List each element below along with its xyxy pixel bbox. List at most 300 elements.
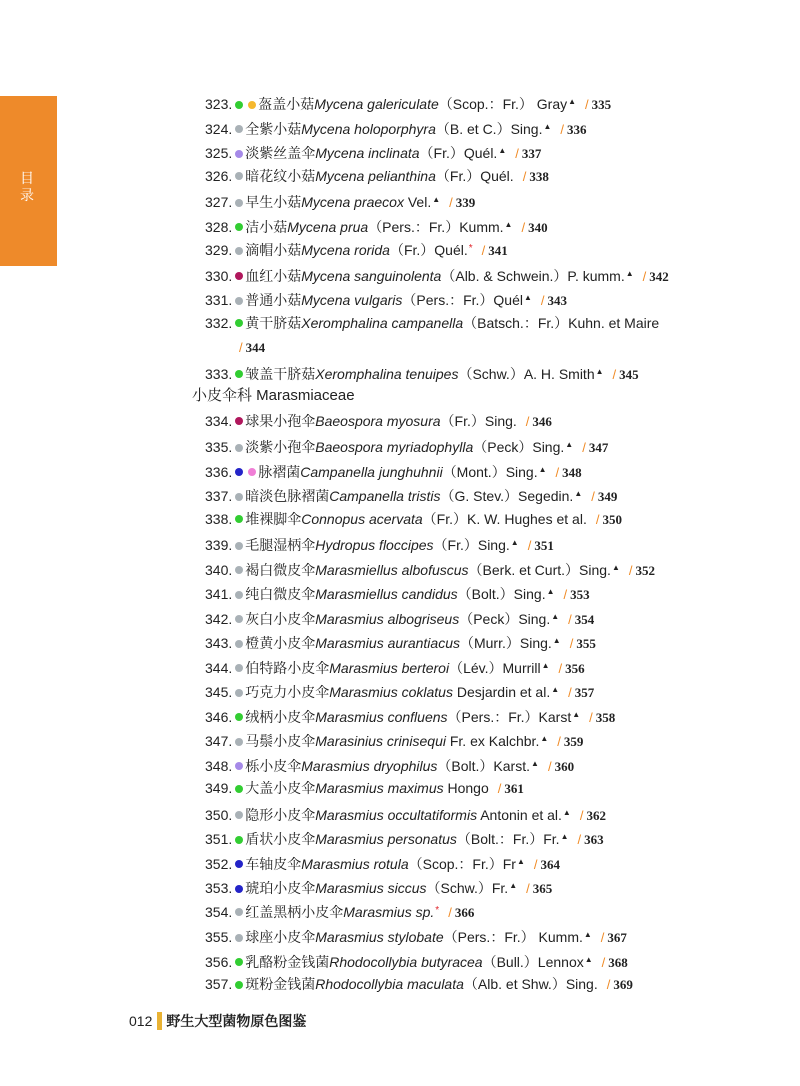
chinese-name: 斑粉金钱菌 bbox=[245, 976, 316, 992]
entry-page-number: 358 bbox=[595, 709, 616, 725]
author-citation: （Peck）Sing. bbox=[459, 610, 551, 627]
separator-slash: / bbox=[521, 219, 526, 235]
entry-page-number: 335 bbox=[591, 97, 612, 112]
separator-slash: / bbox=[449, 195, 453, 210]
author-citation: （Mont.）Sing. bbox=[442, 463, 538, 480]
entry-number: 353. bbox=[205, 880, 233, 896]
triangle-marker-icon: ▲ bbox=[540, 734, 549, 743]
entry-number: 354. bbox=[205, 903, 233, 920]
entry-number: 334. bbox=[205, 412, 233, 429]
entry-page-number: 350 bbox=[602, 511, 622, 527]
separator-slash: / bbox=[577, 832, 582, 847]
triangle-marker-icon: ▲ bbox=[546, 587, 555, 596]
separator-slash: / bbox=[628, 562, 633, 578]
legend-dot-violet bbox=[235, 150, 243, 158]
separator-slash: / bbox=[555, 464, 560, 480]
legend-dot-maroon bbox=[235, 272, 243, 280]
triangle-marker-icon: ▲ bbox=[551, 685, 560, 694]
footer-book-title: 野生大型菌物原色图鉴 bbox=[166, 1013, 307, 1029]
entry-number: 329. bbox=[205, 242, 233, 258]
triangle-marker-icon: ▲ bbox=[510, 538, 519, 547]
separator-slash: / bbox=[481, 243, 486, 258]
chinese-name: 淡紫小孢伞 bbox=[245, 439, 316, 455]
entry-page-number: 347 bbox=[588, 440, 609, 455]
scientific-name: Marasmius dryophilus bbox=[301, 757, 438, 774]
triangle-marker-icon: ▲ bbox=[584, 954, 593, 964]
chinese-name: 红盖黑柄小皮伞 bbox=[245, 903, 344, 920]
separator-slash: / bbox=[600, 930, 605, 945]
contents-entry bbox=[205, 264, 710, 284]
entry-number: 344. bbox=[205, 659, 233, 676]
legend-dot-gray bbox=[235, 493, 243, 501]
scientific-name: Marasmius sp. bbox=[343, 903, 435, 920]
contents-entry bbox=[205, 680, 710, 700]
scientific-name: Marasmius confluens bbox=[315, 708, 448, 725]
side-tab-label: 目录 bbox=[20, 170, 34, 203]
entry-page-number: 362 bbox=[586, 807, 606, 823]
entry-page-number: 337 bbox=[521, 146, 542, 161]
separator-slash: / bbox=[591, 489, 595, 504]
author-citation: （Schw.）Fr. bbox=[426, 880, 509, 896]
entry-page-number: 366 bbox=[454, 904, 475, 920]
separator-slash: / bbox=[448, 904, 452, 920]
chinese-name: 脉褶菌 bbox=[258, 463, 301, 480]
legend-dot-green bbox=[235, 981, 243, 989]
entry-page-number: 354 bbox=[574, 611, 595, 627]
contents-entry bbox=[205, 460, 710, 480]
entry-number: 340. bbox=[205, 561, 233, 578]
entry-page-number: 365 bbox=[532, 881, 553, 896]
chinese-name: 褐白微皮伞 bbox=[245, 561, 316, 578]
contents-entry bbox=[205, 435, 710, 455]
contents-entry bbox=[205, 925, 710, 945]
entry-number: 326. bbox=[205, 167, 233, 184]
author-citation: Hongo bbox=[443, 780, 489, 796]
scientific-name: Mycena praecox bbox=[301, 194, 404, 210]
scientific-name: Baeospora myosura bbox=[315, 412, 441, 429]
legend-dot-green bbox=[235, 836, 243, 844]
author-citation: （Alb. & Schwein.）P. kumm. bbox=[441, 267, 625, 284]
scientific-name: Campanella tristis bbox=[329, 488, 441, 504]
separator-slash: / bbox=[585, 97, 589, 112]
contents-entry bbox=[205, 582, 710, 602]
entry-number: 345. bbox=[205, 684, 233, 700]
triangle-marker-icon: ▲ bbox=[432, 195, 441, 204]
chinese-name: 伯特路小皮伞 bbox=[245, 659, 330, 676]
author-citation: （Berk. et Curt.）Sing. bbox=[468, 561, 611, 578]
triangle-marker-icon: ▲ bbox=[509, 881, 518, 890]
scientific-name: Rhodocollybia butyracea bbox=[329, 953, 483, 970]
chinese-name: 灰白小皮伞 bbox=[245, 610, 316, 627]
legend-dot-violet bbox=[235, 762, 243, 770]
chinese-name: 球果小孢伞 bbox=[245, 412, 316, 429]
chinese-name: 马鬃小皮伞 bbox=[245, 733, 316, 749]
contents-entry bbox=[205, 950, 710, 970]
author-citation: Antonin et al. bbox=[477, 806, 562, 823]
contents-entry bbox=[205, 509, 710, 529]
scientific-name: Baeospora myriadophylla bbox=[315, 439, 474, 455]
legend-dot-gray bbox=[235, 566, 243, 574]
entry-number: 328. bbox=[205, 218, 233, 235]
entry-number: 356. bbox=[205, 953, 233, 970]
scientific-name: Xeromphalina campanella bbox=[301, 314, 464, 331]
triangle-marker-icon: ▲ bbox=[611, 562, 620, 572]
contents-entry bbox=[205, 558, 710, 578]
entry-number: 330. bbox=[205, 267, 233, 284]
chinese-name: 盾状小皮伞 bbox=[245, 831, 316, 847]
legend-dot-gray bbox=[235, 199, 243, 207]
chinese-name: 琥珀小皮伞 bbox=[245, 880, 316, 896]
separator-slash: / bbox=[568, 611, 572, 627]
author-citation: （Fr.）Quél. bbox=[435, 167, 514, 184]
entry-page-number: 341 bbox=[488, 243, 508, 258]
entry-number: 346. bbox=[205, 708, 233, 725]
contents-entry bbox=[205, 827, 710, 847]
chinese-name: 乳酪粉金钱菌 bbox=[245, 953, 330, 970]
legend-dot-gray bbox=[235, 542, 243, 550]
author-citation: （Pers.：Fr.）Karst bbox=[447, 708, 572, 725]
entry-number: 323. bbox=[205, 96, 233, 112]
triangle-marker-icon: ▲ bbox=[625, 268, 634, 278]
entry-page-number: 349 bbox=[597, 489, 618, 504]
separator-slash: / bbox=[569, 636, 574, 651]
legend-dot-blue bbox=[235, 885, 243, 893]
legend-dot-gray bbox=[235, 172, 243, 180]
legend-dot-yellow bbox=[248, 101, 256, 109]
legend-dot-maroon bbox=[235, 417, 243, 425]
triangle-marker-icon: ▲ bbox=[504, 219, 513, 229]
entry-page-number: 352 bbox=[635, 562, 655, 578]
triangle-marker-icon: ▲ bbox=[498, 146, 507, 155]
entry-page-number: 339 bbox=[455, 195, 476, 210]
entry-page-number: 348 bbox=[562, 464, 582, 480]
separator-slash: / bbox=[595, 511, 600, 527]
entry-page-number: 368 bbox=[608, 954, 628, 970]
contents-entry bbox=[205, 190, 710, 210]
chinese-name: 巧克力小皮伞 bbox=[245, 684, 330, 700]
legend-dot-gray bbox=[235, 664, 243, 672]
chinese-name: 堆裸脚伞 bbox=[245, 510, 302, 527]
author-citation: （Bolt.）Karst. bbox=[437, 757, 531, 774]
legend-dot-gray bbox=[235, 297, 243, 305]
legend-dot-green bbox=[235, 223, 243, 231]
author-citation: （Schw.）A. H. Smith bbox=[458, 365, 595, 382]
chinese-name: 栎小皮伞 bbox=[245, 757, 302, 774]
separator-slash: / bbox=[497, 781, 502, 796]
author-citation: （Fr.）Sing. bbox=[440, 412, 517, 429]
separator-slash: / bbox=[527, 538, 532, 553]
entry-page-number: 346 bbox=[532, 413, 552, 429]
chinese-name: 滴帽小菇 bbox=[245, 242, 302, 258]
triangle-marker-icon: ▲ bbox=[541, 660, 550, 670]
scientific-name: Rhodocollybia maculata bbox=[315, 976, 464, 992]
entry-page-number: 342 bbox=[649, 268, 669, 284]
chinese-name: 纯白微皮伞 bbox=[245, 586, 316, 602]
scientific-name: Marasmius aurantiacus bbox=[315, 635, 460, 651]
scientific-name: Marasmius personatus bbox=[315, 831, 457, 847]
contents-entry bbox=[205, 901, 710, 921]
triangle-marker-icon: ▲ bbox=[524, 293, 532, 302]
entry-number: 332. bbox=[205, 314, 233, 331]
scientific-name: Campanella junghuhnii bbox=[300, 463, 443, 480]
chinese-name: 洁小菇 bbox=[245, 218, 288, 235]
entry-page-number: 363 bbox=[584, 832, 604, 847]
contents-entry bbox=[205, 778, 710, 798]
entry-number: 342. bbox=[205, 610, 233, 627]
scientific-name: Marasmius albogriseus bbox=[315, 610, 460, 627]
entry-number: 337. bbox=[205, 488, 233, 504]
contents-entry bbox=[205, 803, 710, 823]
entry-number: 341. bbox=[205, 586, 233, 602]
separator-slash: / bbox=[601, 954, 606, 970]
triangle-marker-icon: ▲ bbox=[595, 366, 604, 376]
separator-slash: / bbox=[522, 168, 527, 184]
legend-dot-gray bbox=[235, 125, 243, 133]
entry-page-number: 369 bbox=[613, 977, 633, 992]
author-citation: （Bolt.：Fr.）Fr. bbox=[456, 831, 560, 847]
entry-page-number: 356 bbox=[565, 660, 585, 676]
chinese-name: 隐形小皮伞 bbox=[245, 806, 316, 823]
entry-number: 333. bbox=[205, 365, 233, 382]
contents-entry bbox=[205, 656, 710, 676]
author-citation: （Batsch.：Fr.）Kuhn. et Maire bbox=[463, 314, 660, 331]
legend-dot-gray bbox=[235, 640, 243, 648]
legend-dot-green bbox=[235, 515, 243, 523]
entry-page-number: 361 bbox=[504, 781, 524, 796]
triangle-marker-icon: ▲ bbox=[574, 489, 583, 498]
author-citation: （Fr.）K. W. Hughes et al. bbox=[422, 510, 587, 527]
scientific-name: Hydropus floccipes bbox=[315, 537, 434, 553]
legend-dot-green bbox=[235, 958, 243, 966]
legend-dot-blue bbox=[235, 860, 243, 868]
entry-number: 355. bbox=[205, 929, 233, 945]
chinese-name: 皱盖干脐菇 bbox=[245, 365, 316, 382]
contents-entry bbox=[205, 631, 710, 651]
scientific-name: Mycena sanguinolenta bbox=[301, 267, 442, 284]
chinese-name: 球座小皮伞 bbox=[245, 929, 316, 945]
separator-slash: / bbox=[642, 268, 647, 284]
entry-number: 324. bbox=[205, 120, 233, 137]
author-citation: （Fr.）Quél. bbox=[389, 242, 468, 258]
legend-dot-blue bbox=[235, 468, 243, 476]
triangle-marker-icon: ▲ bbox=[568, 97, 577, 106]
chinese-name: 全紫小菇 bbox=[245, 120, 302, 137]
legend-dot-gray bbox=[235, 934, 243, 942]
footer-divider bbox=[157, 1012, 162, 1030]
legend-dot-gray bbox=[235, 615, 243, 623]
entry-number: 336. bbox=[205, 463, 233, 480]
contents-entry bbox=[205, 607, 710, 627]
entry-page-number: 364 bbox=[540, 856, 561, 872]
scientific-name: Xeromphalina tenuipes bbox=[315, 365, 459, 382]
chinese-name: 暗淡色脉褶菌 bbox=[245, 488, 330, 504]
contents-entry bbox=[205, 313, 710, 333]
legend-dot-gray bbox=[235, 591, 243, 599]
chinese-name: 橙黄小皮伞 bbox=[245, 635, 316, 651]
star-marker-icon: * bbox=[468, 243, 473, 254]
entry-page-number: 359 bbox=[563, 734, 584, 749]
triangle-marker-icon: ▲ bbox=[531, 758, 539, 768]
entry-page-number: 340 bbox=[528, 219, 548, 235]
entry-number: 350. bbox=[205, 806, 233, 823]
entry-number: 343. bbox=[205, 635, 233, 651]
author-citation: Desjardin et al. bbox=[452, 684, 551, 700]
author-citation: （Lév.）Murrill bbox=[449, 659, 541, 676]
triangle-marker-icon: ▲ bbox=[562, 807, 571, 817]
legend-dot-green bbox=[235, 713, 243, 721]
scientific-name: Marasinius crinisequi bbox=[315, 733, 446, 749]
entry-page-number: 351 bbox=[534, 538, 554, 553]
entry-page-number: 360 bbox=[554, 758, 575, 774]
triangle-marker-icon: ▲ bbox=[543, 121, 552, 131]
contents-entry bbox=[205, 288, 710, 308]
scientific-name: Mycena prua bbox=[287, 218, 369, 235]
contents-entry bbox=[205, 141, 710, 161]
author-citation: （Pers.：Fr.）Quél bbox=[402, 292, 523, 308]
scientific-name: Marasmius rotula bbox=[301, 855, 409, 872]
contents-entry bbox=[205, 239, 710, 259]
scientific-name: Marasmiellus candidus bbox=[315, 586, 458, 602]
contents-entry bbox=[205, 92, 710, 112]
entry-number: 352. bbox=[205, 855, 233, 872]
footer-page-number: 012 bbox=[129, 1013, 153, 1029]
entry-page-number: 367 bbox=[607, 930, 627, 945]
legend-dot-green bbox=[235, 785, 243, 793]
separator-slash: / bbox=[557, 734, 561, 749]
contents-entry bbox=[205, 729, 710, 749]
separator-slash: / bbox=[589, 709, 593, 725]
separator-slash: / bbox=[515, 146, 519, 161]
separator-slash: / bbox=[612, 366, 617, 382]
author-citation: （B. et C.）Sing. bbox=[435, 120, 543, 137]
author-citation: Fr. ex Kalchbr. bbox=[445, 733, 540, 749]
author-citation: （Scop.：Fr.）Fr bbox=[408, 855, 516, 872]
scientific-name: Marasmius coklatus bbox=[329, 684, 453, 700]
entry-number: 325. bbox=[205, 145, 233, 161]
separator-slash: / bbox=[547, 758, 552, 774]
scientific-name: Mycena vulgaris bbox=[301, 292, 403, 308]
author-citation: （Bull.）Lennox bbox=[482, 953, 584, 970]
triangle-marker-icon: ▲ bbox=[560, 832, 569, 841]
contents-entry bbox=[205, 533, 710, 553]
triangle-marker-icon: ▲ bbox=[565, 440, 574, 449]
author-citation: （Peck）Sing. bbox=[473, 439, 565, 455]
chinese-name: 大盖小皮伞 bbox=[245, 780, 316, 796]
separator-slash: / bbox=[540, 293, 545, 308]
author-citation: （G. Stev.）Segedin. bbox=[440, 488, 574, 504]
contents-entry bbox=[205, 484, 710, 504]
entry-page-number: 345 bbox=[619, 366, 639, 382]
contents-entry bbox=[205, 411, 710, 431]
chinese-name: 毛腿湿柄伞 bbox=[245, 537, 316, 553]
author-citation: （Bolt.）Sing. bbox=[457, 586, 546, 602]
entry-page-number: 344 bbox=[245, 340, 266, 355]
entry-page-number: 353 bbox=[570, 587, 590, 602]
chinese-name: 普通小菇 bbox=[245, 292, 302, 308]
entry-page-number: 343 bbox=[547, 293, 568, 308]
triangle-marker-icon: ▲ bbox=[572, 709, 581, 719]
scientific-name: Marasmius berteroi bbox=[329, 659, 450, 676]
legend-dot-gray bbox=[235, 689, 243, 697]
entry-number: 357. bbox=[205, 976, 233, 992]
scientific-name: Marasmius stylobate bbox=[315, 929, 444, 945]
contents-entry bbox=[205, 754, 710, 774]
separator-slash: / bbox=[563, 587, 568, 602]
author-citation: （Pers.：Fr.） Kumm. bbox=[443, 929, 583, 945]
contents-entry bbox=[205, 362, 710, 382]
contents-entry bbox=[205, 974, 710, 994]
triangle-marker-icon: ▲ bbox=[551, 611, 560, 621]
author-citation: （Murr.）Sing. bbox=[459, 635, 552, 651]
legend-dot-gray bbox=[235, 738, 243, 746]
author-citation: Vel. bbox=[403, 194, 432, 210]
contents-entry bbox=[205, 117, 710, 137]
contents-entry bbox=[205, 166, 710, 186]
entry-number: 349. bbox=[205, 780, 233, 796]
scientific-name: Mycena rorida bbox=[301, 242, 390, 258]
separator-slash: / bbox=[606, 977, 611, 992]
scientific-name: Mycena inclinata bbox=[315, 145, 420, 161]
scientific-name: Marasmius siccus bbox=[315, 880, 427, 896]
contents-entry bbox=[205, 705, 710, 725]
chinese-name: 淡紫丝盖伞 bbox=[245, 145, 316, 161]
contents-entry bbox=[205, 876, 710, 896]
separator-slash: / bbox=[526, 881, 530, 896]
author-citation: （Alb. et Shw.）Sing. bbox=[463, 976, 598, 992]
scientific-name: Marasmiellus albofuscus bbox=[315, 561, 469, 578]
triangle-marker-icon: ▲ bbox=[538, 464, 547, 474]
legend-dot-green bbox=[235, 101, 243, 109]
entry-number: 331. bbox=[205, 292, 233, 308]
chinese-name: 血红小菇 bbox=[245, 267, 302, 284]
scientific-name: Mycena holoporphyra bbox=[301, 120, 436, 137]
separator-slash: / bbox=[525, 413, 530, 429]
legend-dot-gray bbox=[235, 444, 243, 452]
separator-slash: / bbox=[568, 685, 572, 700]
triangle-marker-icon: ▲ bbox=[552, 636, 561, 645]
section-heading: 小皮伞科 Marasmiaceae bbox=[192, 387, 355, 404]
legend-dot-gray bbox=[235, 811, 243, 819]
legend-dot-gray bbox=[235, 908, 243, 916]
separator-slash: / bbox=[558, 660, 563, 676]
triangle-marker-icon: ▲ bbox=[516, 856, 525, 866]
chinese-name: 黄干脐菇 bbox=[245, 314, 302, 331]
scientific-name: Connopus acervata bbox=[301, 510, 423, 527]
chinese-name: 早生小菇 bbox=[245, 194, 302, 210]
author-citation: （Scop.：Fr.） Gray bbox=[438, 96, 568, 112]
separator-slash: / bbox=[533, 856, 538, 872]
chinese-name: 车轴皮伞 bbox=[245, 855, 302, 872]
entry-number: 335. bbox=[205, 439, 233, 455]
separator-slash: / bbox=[560, 121, 565, 137]
entry-number: 348. bbox=[205, 757, 233, 774]
author-citation: （Pers.：Fr.）Kumm. bbox=[368, 218, 504, 235]
legend-dot-pink bbox=[248, 468, 256, 476]
triangle-marker-icon: ▲ bbox=[583, 930, 592, 939]
separator-slash: / bbox=[582, 440, 586, 455]
legend-dot-gray bbox=[235, 247, 243, 255]
entry-number: 347. bbox=[205, 733, 233, 749]
scientific-name: Marasmius occultatiformis bbox=[315, 806, 478, 823]
author-citation: （Fr.）Quél. bbox=[419, 145, 498, 161]
scientific-name: Marasmius maximus bbox=[315, 780, 444, 796]
entry-page-number: 336 bbox=[567, 121, 587, 137]
author-citation: （Fr.）Sing. bbox=[433, 537, 510, 553]
star-marker-icon: * bbox=[435, 904, 440, 916]
contents-entry-continuation bbox=[239, 337, 710, 357]
entry-page-number: 357 bbox=[574, 685, 595, 700]
page-footer bbox=[129, 1010, 306, 1032]
